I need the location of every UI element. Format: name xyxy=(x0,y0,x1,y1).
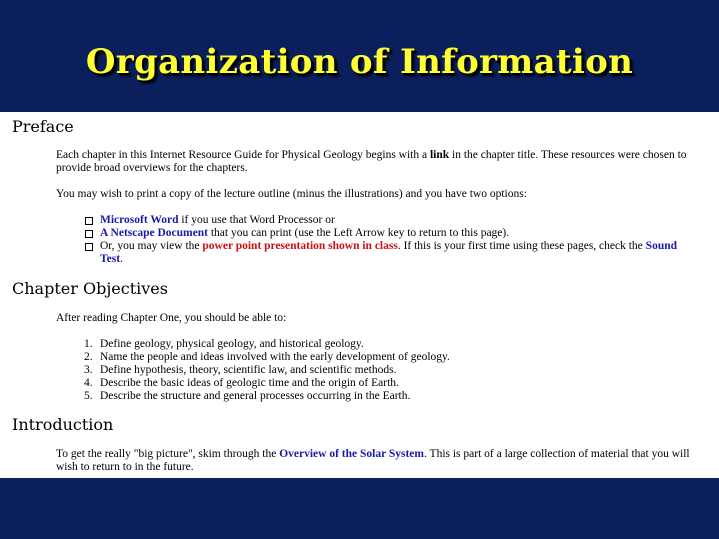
objective-text: Define geology, physical geology, and historical geology. xyxy=(100,338,364,350)
objectives-list xyxy=(84,338,694,403)
link-word[interactable]: link xyxy=(429,149,450,161)
introduction-paragraph xyxy=(56,448,706,474)
option-text: Or, you may view the xyxy=(100,240,203,252)
footer-bar xyxy=(0,478,719,539)
objective-item xyxy=(84,338,694,351)
preface-heading: Preface xyxy=(12,117,74,136)
objective-text: Describe the structure and general processes occurring in the Earth. xyxy=(100,390,411,402)
objective-number: 3. xyxy=(84,364,93,376)
page-title: Organization of Information xyxy=(85,42,634,82)
option-text: if you use that Word Processor or xyxy=(178,214,335,226)
sound-test-link[interactable]: Sound Test xyxy=(100,240,678,265)
objective-number: 4. xyxy=(84,377,93,389)
option-text: . If this is your first time using these pages, check the xyxy=(397,240,646,252)
introduction-heading: Introduction xyxy=(12,415,114,434)
objective-text: Name the people and ideas involved with the early development of geology. xyxy=(100,351,450,363)
content-area xyxy=(0,112,719,478)
option-item xyxy=(84,214,694,227)
preface-paragraph-2: You may wish to print a copy of the lecture outline (minus the illustrations) and you have two options: xyxy=(56,188,527,200)
preface-text: Each chapter in this Internet Resource Guide for Physical Geology begins with a xyxy=(56,149,430,161)
power-point-link[interactable]: power point presentation shown in class xyxy=(202,240,398,252)
option-item xyxy=(84,240,694,266)
objectives-intro: After reading Chapter One, you should be able to: xyxy=(56,312,287,324)
objective-item xyxy=(84,377,694,390)
objectives-heading: Chapter Objectives xyxy=(12,279,168,298)
introduction-text: To get the really "big picture", skim through the xyxy=(56,448,280,460)
option-text: . xyxy=(120,253,123,265)
objective-item xyxy=(84,351,694,364)
objective-text: Define hypothesis, theory, scientific law, and scientific methods. xyxy=(100,364,397,376)
preface-text-after: in the chapter title. These resources were chosen to provide broad overviews for the chapters. xyxy=(56,149,687,174)
option-item xyxy=(84,227,694,240)
objective-number: 5. xyxy=(84,390,93,402)
square-bullet-icon xyxy=(85,243,93,251)
option-text: that you can print (use the Left Arrow key to return to this page). xyxy=(207,227,510,239)
objective-text: Describe the basic ideas of geologic time and the origin of Earth. xyxy=(100,377,399,389)
options-list xyxy=(84,214,694,266)
objective-number: 2. xyxy=(84,351,93,363)
square-bullet-icon xyxy=(85,230,93,238)
objective-number: 1. xyxy=(84,338,93,350)
objective-item xyxy=(84,364,694,377)
header-bar xyxy=(0,0,719,112)
microsoft-word-link[interactable]: Microsoft Word xyxy=(100,214,179,226)
solar-system-link[interactable]: Overview of the Solar System xyxy=(279,448,424,460)
objective-item xyxy=(84,390,694,403)
square-bullet-icon xyxy=(85,217,93,225)
netscape-document-link[interactable]: A Netscape Document xyxy=(100,227,208,239)
introduction-text-after: . This is part of a large collection of material that you will wish to return to in the future. xyxy=(56,448,690,473)
preface-paragraph-1 xyxy=(56,149,706,175)
